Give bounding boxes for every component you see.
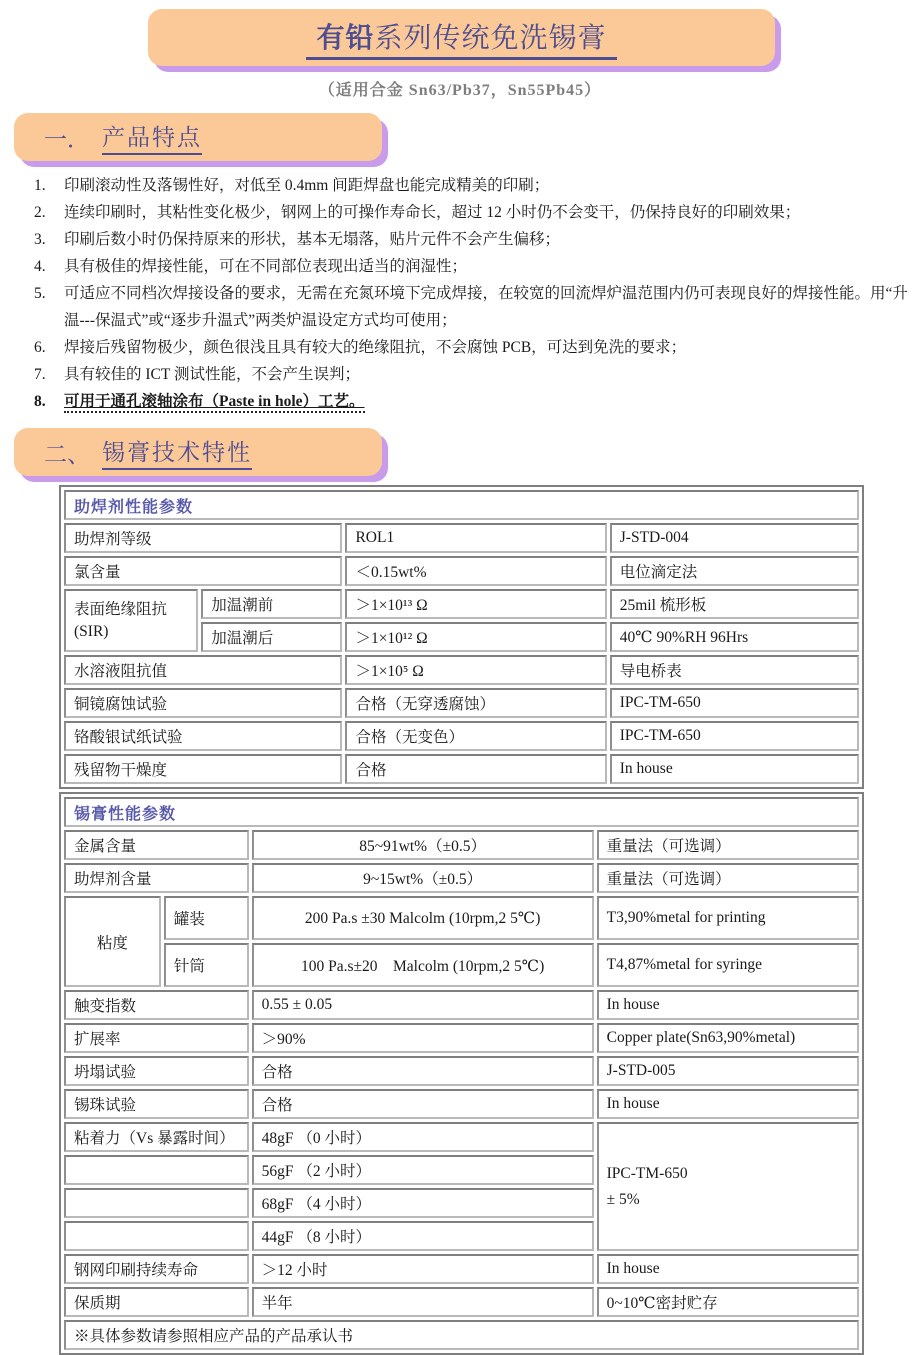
spec-label: 钢网印刷持续寿命 — [64, 1254, 249, 1284]
section2-banner — [14, 428, 382, 476]
list-item — [34, 280, 920, 334]
spec-value: ROL1 — [345, 523, 606, 553]
spec-method: IPC-TM-650 — [610, 721, 859, 751]
table-row — [64, 556, 859, 586]
list-item — [34, 334, 920, 361]
spec-value: 半年 — [252, 1287, 594, 1317]
list-item-text: 焊接后残留物极少，颜色很浅且具有较大的绝缘阻抗，不会腐蚀 PCB，可达到免洗的要求； — [64, 339, 687, 356]
spec-value: 合格 — [345, 754, 606, 784]
list-item-number: 5. — [34, 285, 46, 302]
empty-cell — [64, 1221, 249, 1251]
spec-label: 残留物干燥度 — [64, 754, 342, 784]
section1-banner — [14, 113, 382, 161]
list-item — [34, 226, 920, 253]
spec-method: 25mil 梳形板 — [610, 589, 859, 619]
title-banner — [148, 9, 775, 66]
list-item — [34, 199, 920, 226]
list-item-text: 具有较佳的 ICT 测试性能，不会产生误判； — [64, 366, 360, 383]
spec-label: 粘度 — [64, 896, 161, 987]
spec-label: 金属含量 — [64, 830, 249, 860]
spec-label — [64, 589, 198, 652]
spec-method — [597, 1122, 859, 1251]
spec-value: 100 Pa.s±20 Malcolm (10rpm,2 5℃) — [252, 943, 594, 987]
table-row — [64, 1056, 859, 1086]
spec-value: ＞1×10¹² Ω — [345, 622, 606, 652]
list-item-text — [64, 388, 920, 415]
spec-label: 助焊剂等级 — [64, 523, 342, 553]
table-row — [64, 1089, 859, 1119]
list-item-text: 具有极佳的焊接性能，可在不同部位表现出适当的润湿性； — [64, 258, 468, 275]
spec-value: 85~91wt%（±0.5） — [252, 830, 594, 860]
spec-value: 9~15wt%（±0.5） — [252, 863, 594, 893]
spec-value: 44gF （8 小时） — [252, 1221, 594, 1251]
spec-value: ＞1×10⁵ Ω — [345, 655, 606, 685]
list-item-text: 可适应不同档次焊接设备的要求，无需在充氮环境下完成焊接，在较宽的回流焊炉温范围内仍可表现良好的焊接性能。用“升温---保温式”或“逐步升温式”两类炉温设定方式均可使用； — [64, 285, 908, 329]
spec-method: 重量法（可选调） — [597, 830, 859, 860]
table-row — [64, 589, 859, 619]
table-row — [64, 1287, 859, 1317]
table-row — [64, 1122, 859, 1152]
empty-cell — [64, 1188, 249, 1218]
list-item — [34, 172, 920, 199]
spec-value: 0.55 ± 0.05 — [252, 990, 594, 1020]
spec-sublabel: 加温潮后 — [201, 622, 342, 652]
spec-value: ＞12 小时 — [252, 1254, 594, 1284]
table-header-row — [64, 797, 859, 827]
spec-label: 铬酸银试纸试验 — [64, 721, 342, 751]
spec-method: J-STD-004 — [610, 523, 859, 553]
page-title — [306, 16, 616, 60]
tack-method-line2: ± 5% — [606, 1190, 640, 1208]
spec-method: T4,87%metal for syringe — [597, 943, 859, 987]
spec-method: Copper plate(Sn63,90%metal) — [597, 1023, 859, 1053]
spec-value: 68gF （4 小时） — [252, 1188, 594, 1218]
spec-method: 0~10℃密封贮存 — [597, 1287, 859, 1317]
table-row — [64, 863, 859, 893]
spec-method: 40℃ 90%RH 96Hrs — [610, 622, 859, 652]
table-row — [64, 943, 859, 987]
spec-sublabel: 罐装 — [164, 896, 249, 940]
list-item-number: 3. — [34, 231, 46, 248]
spec-label: 水溶液阻抗值 — [64, 655, 342, 685]
spec-label: 锡珠试验 — [64, 1089, 249, 1119]
section2-number: 二、 — [44, 441, 90, 467]
spec-method: IPC-TM-650 — [610, 688, 859, 718]
list-item-number: 8. — [34, 393, 46, 410]
feature-list — [34, 172, 920, 415]
spec-label: 扩展率 — [64, 1023, 249, 1053]
table-row — [64, 1254, 859, 1284]
spec-sublabel: 针筒 — [164, 943, 249, 987]
spec-label: 粘着力（Vs 暴露时间） — [64, 1122, 249, 1152]
table-row — [64, 990, 859, 1020]
table-header-row — [64, 490, 859, 520]
list-item-text: 印刷滚动性及落锡性好，对低至 0.4mm 间距焊盘也能完成精美的印刷； — [64, 177, 550, 194]
list-item — [34, 388, 920, 415]
spec-value: ＞1×10¹³ Ω — [345, 589, 606, 619]
spec-label: 氯含量 — [64, 556, 342, 586]
table-title: 助焊剂性能参数 — [64, 490, 859, 520]
section1-number: 一． — [44, 126, 90, 152]
spec-method: J-STD-005 — [597, 1056, 859, 1086]
spec-value: 合格（无穿透腐蚀） — [345, 688, 606, 718]
list-item-number: 4. — [34, 258, 46, 275]
sir-label-line1: 表面绝缘阻抗 — [74, 600, 168, 618]
page-title-rest: 系列传统免洗锡膏 — [374, 22, 607, 54]
spec-label: 铜镜腐蚀试验 — [64, 688, 342, 718]
list-item-number: 1. — [34, 177, 46, 194]
empty-cell — [64, 1155, 249, 1185]
spec-label: 坍塌试验 — [64, 1056, 249, 1086]
flux-parameters-table — [59, 485, 864, 789]
table-row — [64, 754, 859, 784]
list-item-text-underlined: 可用于通孔滚轴涂布（Paste in hole）工艺。 — [64, 393, 365, 413]
list-item-number: 2. — [34, 204, 46, 221]
spec-value: 合格（无变色） — [345, 721, 606, 751]
table-row — [64, 1023, 859, 1053]
section2-heading: 锡膏技术特性 — [102, 434, 252, 470]
spec-method: T3,90%metal for printing — [597, 896, 859, 940]
spec-label: 保质期 — [64, 1287, 249, 1317]
spec-value: ＜0.15wt% — [345, 556, 606, 586]
list-item — [34, 253, 920, 280]
page-title-lead: 有铅 — [316, 22, 375, 54]
spec-label: 助焊剂含量 — [64, 863, 249, 893]
paste-parameters-table — [59, 792, 864, 1355]
spec-value: 合格 — [252, 1056, 594, 1086]
tack-method-line1: IPC-TM-650 — [606, 1164, 688, 1182]
list-item-number: 6. — [34, 339, 46, 356]
spec-value: ＞90% — [252, 1023, 594, 1053]
table-row — [64, 523, 859, 553]
table-row — [64, 655, 859, 685]
spec-method: In house — [610, 754, 859, 784]
spec-value: 48gF （0 小时） — [252, 1122, 594, 1152]
spec-label: 触变指数 — [64, 990, 249, 1020]
spec-method: In house — [597, 990, 859, 1020]
spec-method: In house — [597, 1254, 859, 1284]
list-item-text: 连续印刷时，其粘性变化极少，钢网上的可操作寿命长，超过 12 小时仍不会变干，仍保持良好的印刷效果； — [64, 204, 801, 221]
table-row — [64, 896, 859, 940]
table-title: 锡膏性能参数 — [64, 797, 859, 827]
section1-heading: 产品特点 — [102, 119, 202, 155]
table-row — [64, 830, 859, 860]
table-row — [64, 721, 859, 751]
list-item-number: 7. — [34, 366, 46, 383]
subtitle: （适用合金 Sn63/Pb37，Sn55Pb45） — [318, 82, 602, 99]
spec-method: 重量法（可选调） — [597, 863, 859, 893]
spec-sublabel: 加温潮前 — [201, 589, 342, 619]
list-item — [34, 361, 920, 388]
list-item-text: 印刷后数小时仍保持原来的形状，基本无塌落，贴片元件不会产生偏移； — [64, 231, 561, 248]
spec-value: 56gF （2 小时） — [252, 1155, 594, 1185]
table-note: ※具体参数请参照相应产品的产品承认书 — [64, 1320, 859, 1350]
spec-value: 200 Pa.s ±30 Malcolm (10rpm,2 5℃) — [252, 896, 594, 940]
spec-method: 电位滴定法 — [610, 556, 859, 586]
spec-value: 合格 — [252, 1089, 594, 1119]
table-row — [64, 688, 859, 718]
spec-method: 导电桥表 — [610, 655, 859, 685]
table-note-row — [64, 1320, 859, 1350]
spec-method: In house — [597, 1089, 859, 1119]
sir-label-line2: (SIR) — [74, 622, 109, 640]
